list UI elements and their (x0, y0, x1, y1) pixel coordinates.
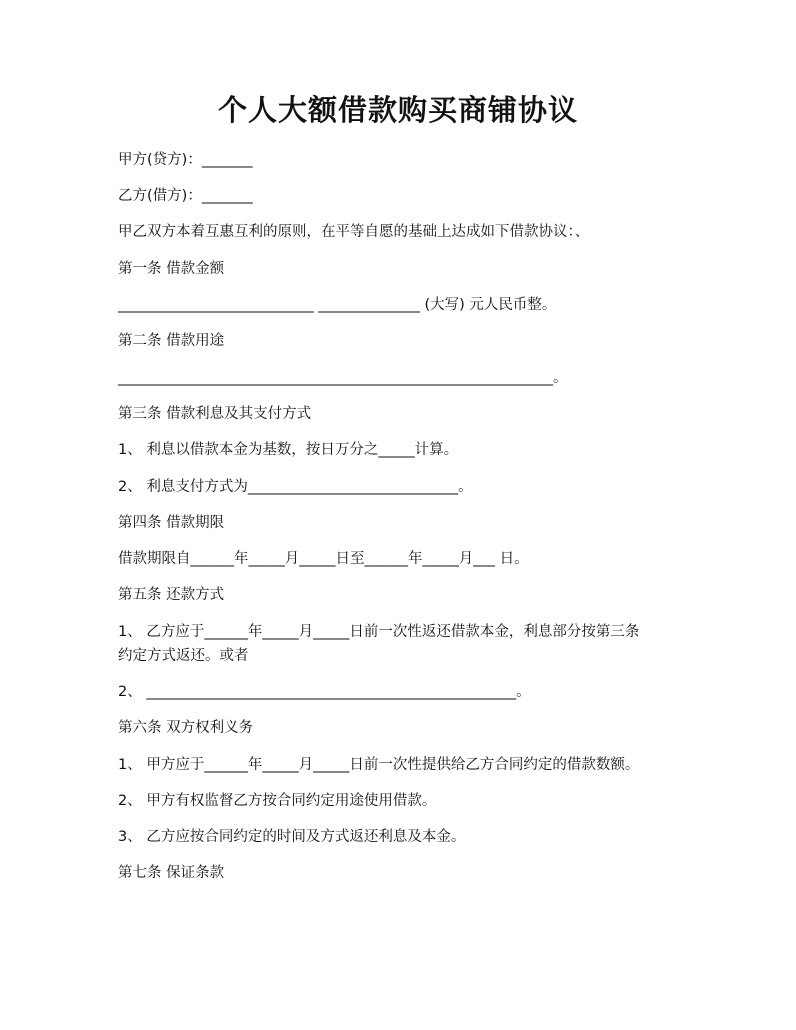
article-3-heading: 第三条 借款利息及其支付方式 (118, 406, 312, 422)
repayment-clause-1-continued: 约定方式返还。或者 (118, 648, 249, 664)
rights-clause-3: 3、 乙方应按合同约定的时间及方式返还利息及本金。 (118, 829, 466, 845)
interest-clause-2: 2、 利息支付方式为_____________________________。 (118, 479, 473, 495)
party-a-line: 甲方(贷方)：_______ (118, 152, 253, 168)
interest-clause-1: 1、 利息以借款本金为基数，按日万分之_____计算。 (118, 442, 459, 458)
preamble-line: 甲乙双方本着互惠互利的原则，在平等自愿的基础上达成如下借款协议：、 (118, 224, 590, 240)
article-4-heading: 第四条 借款期限 (118, 515, 225, 531)
rights-clause-1: 1、 甲方应于______年_____月_____日前一次性提供给乙方合同约定的借款数额。 (118, 757, 640, 773)
article-1-heading: 第一条 借款金额 (118, 261, 225, 277)
repayment-clause-1: 1、 乙方应于______年_____月_____日前一次性返还借款本金，利息部分按第三条 (118, 624, 640, 640)
party-b-line: 乙方(借方)：_______ (118, 188, 253, 204)
loan-amount-line: ___________________________ ______________ (大写) 元人民币整。 (118, 297, 557, 313)
repayment-clause-2: 2、 ___________________________________________________。 (118, 684, 531, 700)
loan-term-line: 借款期限自______年_____月_____日至______年_____月___ 日。 (118, 551, 529, 567)
document-title: 个人大额借款购买商铺协议 (217, 93, 578, 127)
loan-purpose-line: ____________________________________________________________。 (118, 370, 568, 386)
article-5-heading: 第五条 还款方式 (118, 587, 225, 603)
rights-clause-2: 2、 甲方有权监督乙方按合同约定用途使用借款。 (118, 793, 437, 809)
article-7-heading: 第七条 保证条款 (118, 865, 225, 881)
article-2-heading: 第二条 借款用途 (118, 333, 225, 349)
article-6-heading: 第六条 双方权利义务 (118, 720, 254, 736)
